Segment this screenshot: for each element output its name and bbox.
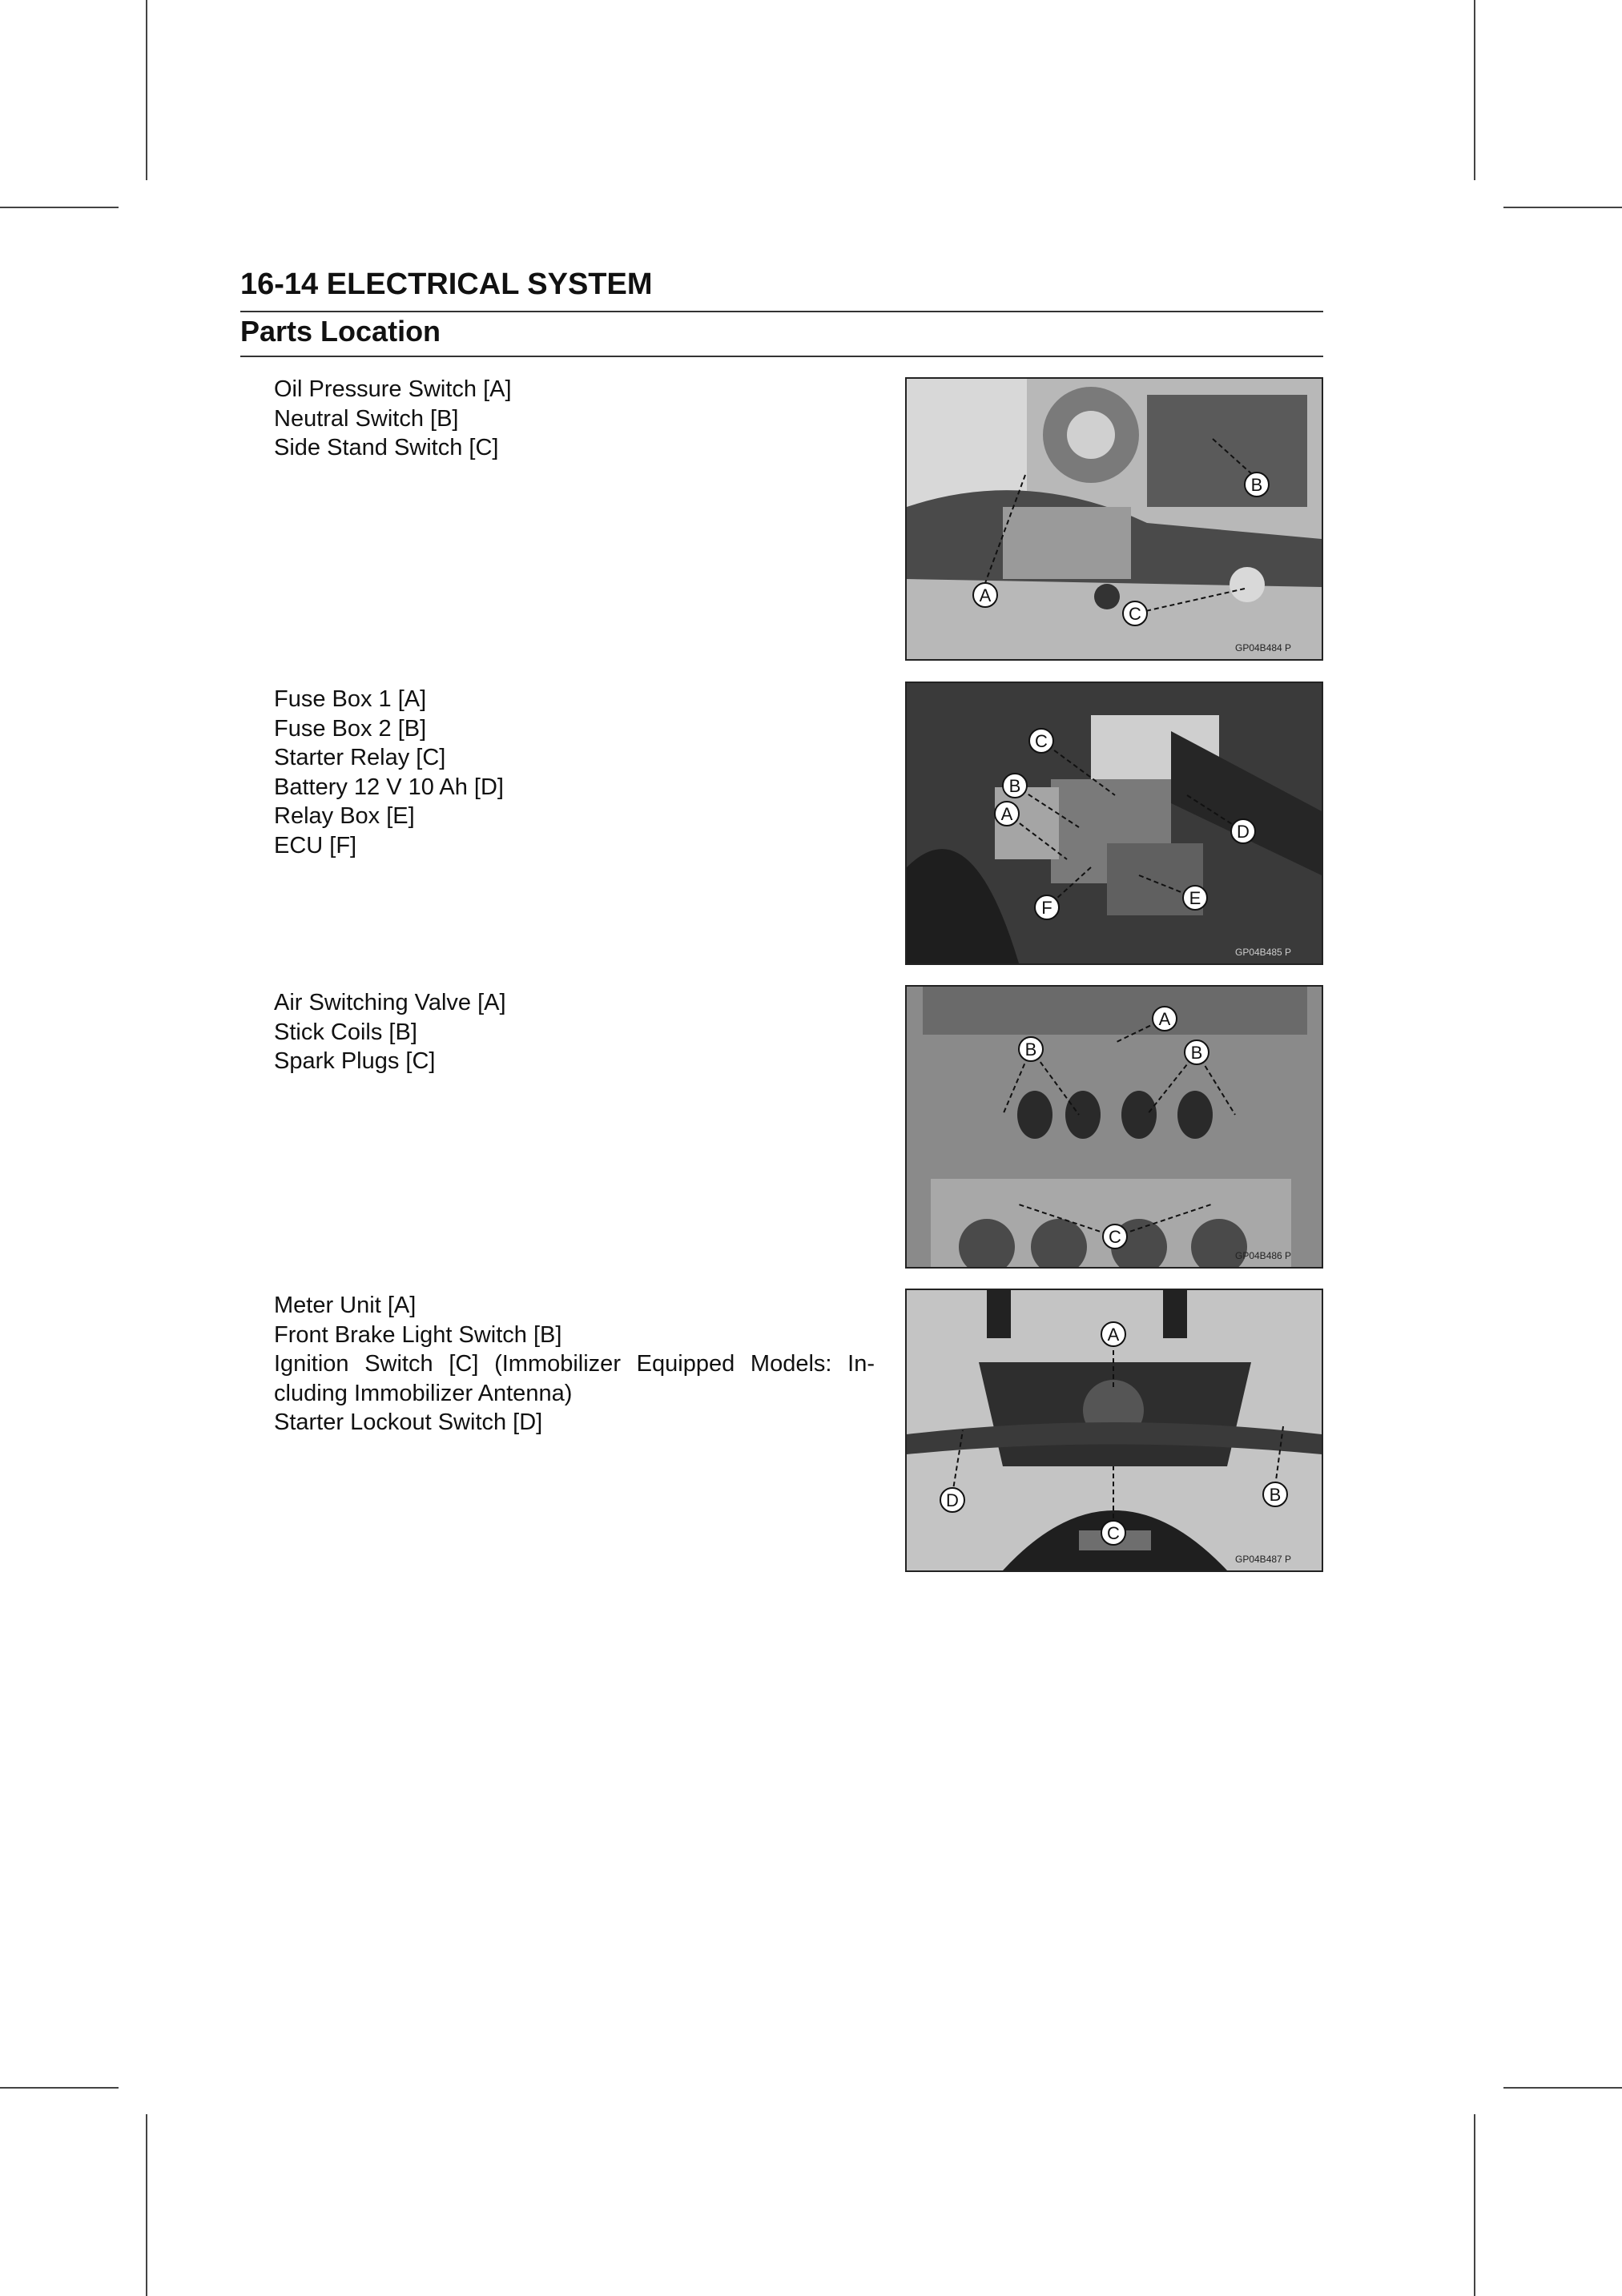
list-item: Relay Box [E] [274, 803, 415, 829]
callout-label: B [1250, 475, 1263, 495]
part-list [274, 685, 875, 860]
fuse-box-photo [907, 683, 1322, 963]
crop-mark [0, 2087, 119, 2089]
list-item: Battery 12 V 10 Ah [D] [274, 774, 504, 800]
list-item: Meter Unit [A] [274, 1293, 417, 1318]
callout-label: B [1024, 1039, 1037, 1060]
page-title: 16-14 ELECTRICAL SYSTEM [240, 267, 653, 301]
callout-label: C [1109, 1227, 1121, 1247]
list-item: Fuse Box 2 [B] [274, 715, 427, 742]
crop-mark [146, 0, 147, 180]
callout-label: B [1269, 1485, 1282, 1505]
crop-mark [1503, 2087, 1622, 2089]
figure-code: GP04B485 P [1235, 947, 1292, 958]
ignition-photo-figure [905, 985, 1323, 1269]
handlebar-photo-figure [905, 1289, 1323, 1572]
crop-mark [1474, 0, 1475, 180]
callout-label: A [1000, 804, 1013, 824]
engine-photo [907, 379, 1322, 659]
callout-label: D [1237, 822, 1250, 842]
handlebar-photo [907, 1290, 1322, 1570]
list-item: Neutral Switch [B] [274, 405, 459, 432]
part-list [274, 1291, 875, 1438]
header-rule [240, 311, 1323, 312]
list-item: Side Stand Switch [C] [274, 435, 499, 460]
figure-code: GP04B487 P [1235, 1554, 1292, 1565]
crop-mark [0, 207, 119, 208]
list-item: Starter Lockout Switch [D] [274, 1409, 543, 1435]
ignition-photo [907, 987, 1322, 1267]
list-item: Air Switching Valve [A] [274, 990, 506, 1015]
crop-mark [1503, 207, 1622, 208]
list-item: Ignition Switch [C] (Immobilizer Equipped Models: In-cluding Immobilizer Antenna) [274, 1351, 875, 1406]
figure-code: GP04B486 P [1235, 1250, 1292, 1261]
callout-label: C [1107, 1523, 1120, 1543]
page-header [240, 266, 1323, 303]
callout-label: D [946, 1490, 959, 1510]
list-item: Fuse Box 1 [A] [274, 686, 427, 712]
list-item: Stick Coils [B] [274, 1019, 417, 1045]
crop-mark [146, 2114, 147, 2296]
callout-label: A [1107, 1325, 1120, 1345]
list-item: ECU [F] [274, 832, 357, 858]
section-title: Parts Location [240, 315, 441, 348]
part-list [274, 375, 875, 463]
section-rule [240, 356, 1323, 357]
callout-label: B [1190, 1043, 1203, 1063]
list-item: Oil Pressure Switch [A] [274, 376, 512, 402]
engine-photo-figure [905, 377, 1323, 661]
crop-mark [1474, 2114, 1475, 2296]
callout-label: A [979, 585, 992, 605]
callout-label: A [1158, 1009, 1171, 1029]
list-item: Spark Plugs [C] [274, 1048, 436, 1074]
part-list [274, 988, 875, 1076]
callout-label: B [1008, 776, 1021, 796]
list-item: Front Brake Light Switch [B] [274, 1321, 562, 1348]
list-item: Starter Relay [C] [274, 745, 446, 770]
callout-label: F [1041, 898, 1052, 918]
callout-label: C [1035, 731, 1048, 751]
callout-label: C [1129, 604, 1141, 624]
fuse-box-photo-figure [905, 682, 1323, 965]
figure-code: GP04B484 P [1235, 642, 1292, 653]
callout-label: E [1189, 888, 1201, 908]
